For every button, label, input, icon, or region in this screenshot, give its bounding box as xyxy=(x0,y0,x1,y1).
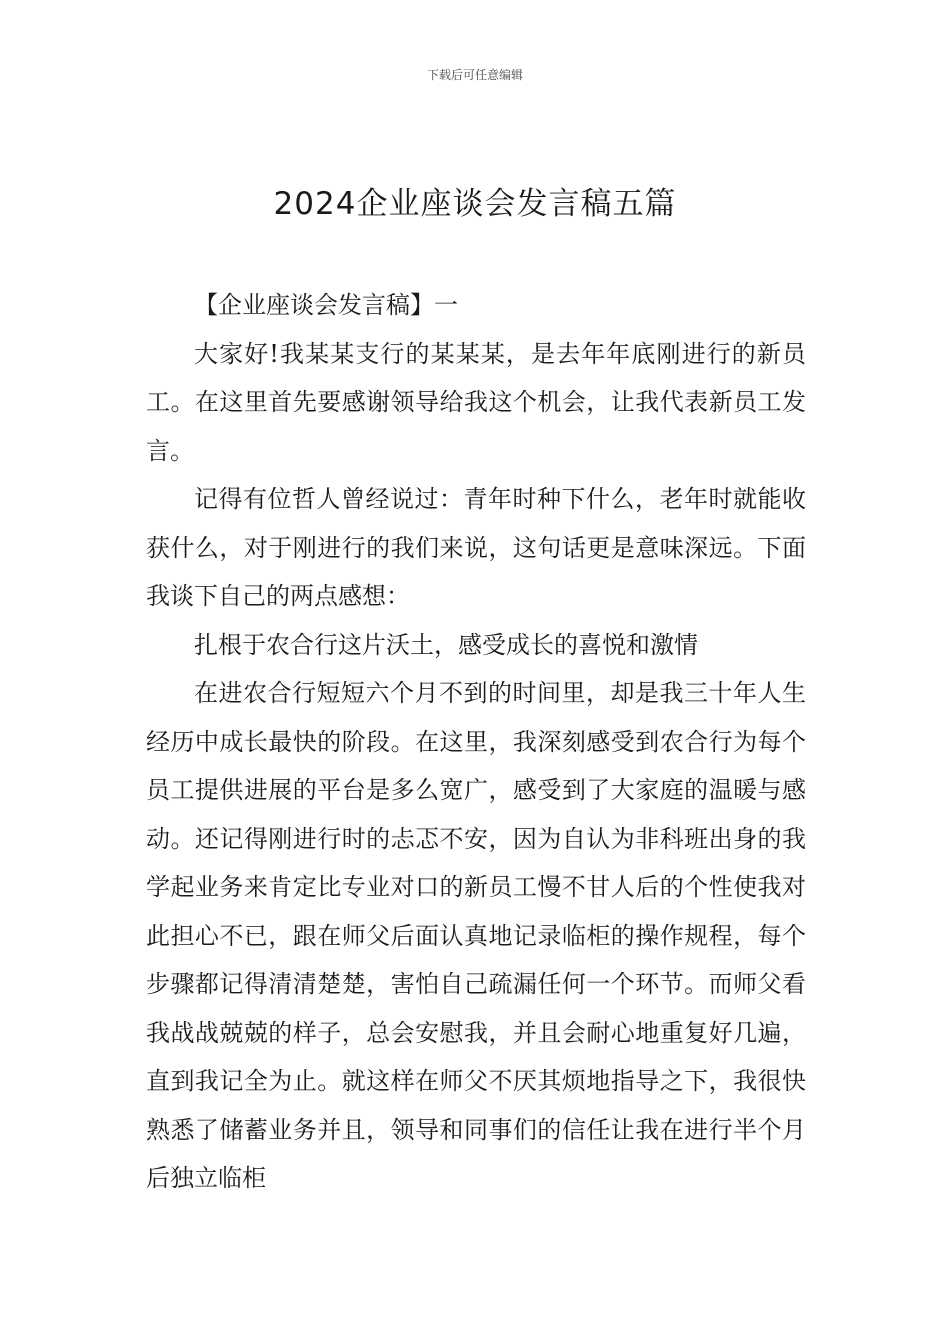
paragraph: 记得有位哲人曾经说过：青年时种下什么，老年时就能收获什么，对于刚进行的我们来说，这句话更是意味深远。下面我谈下自己的两点感想： xyxy=(146,485,806,610)
section-heading: 【企业座谈会发言稿】一 xyxy=(194,291,458,319)
paragraph-subheading: 扎根于农合行这片沃土，感受成长的喜悦和激情 xyxy=(194,630,698,659)
paragraph: 大家好!我某某支行的某某某，是去年年底刚进行的新员工。在这里首先要感谢领导给我这个机会，让我代表新员工发言。 xyxy=(146,339,806,465)
paragraph: 在进农合行短短六个月不到的时间里，却是我三十年人生经历中成长最快的阶段。在这里，我深刻感受到农合行为每个员工提供进展的平台是多么宽广，感受到了大家庭的温暖与感动。还记得刚进行时的忐忑不安，因为自认为非科班出身的我学起业务来肯定比专业对口的新员工慢不甘人后的个性使我对此担心不已，跟在师父后面认真地记录临柜的操作规程，每个步骤都记得清清楚楚，害怕自己疏漏任何一个环节。而师父看我战战兢兢的样子，总会安慰我，并且会耐心地重复好几遍，直到我记全为止。就这样在师父不厌其烦地指导之下，我很快熟悉了储蓄业务并且，领导和同事们的信任让我在进行半个月后独立临柜 xyxy=(146,679,806,1192)
document-title: 2024企业座谈会发言稿五篇 xyxy=(273,186,677,222)
document-body xyxy=(146,281,806,1203)
header-note: 下载后可任意编辑 xyxy=(426,68,523,82)
